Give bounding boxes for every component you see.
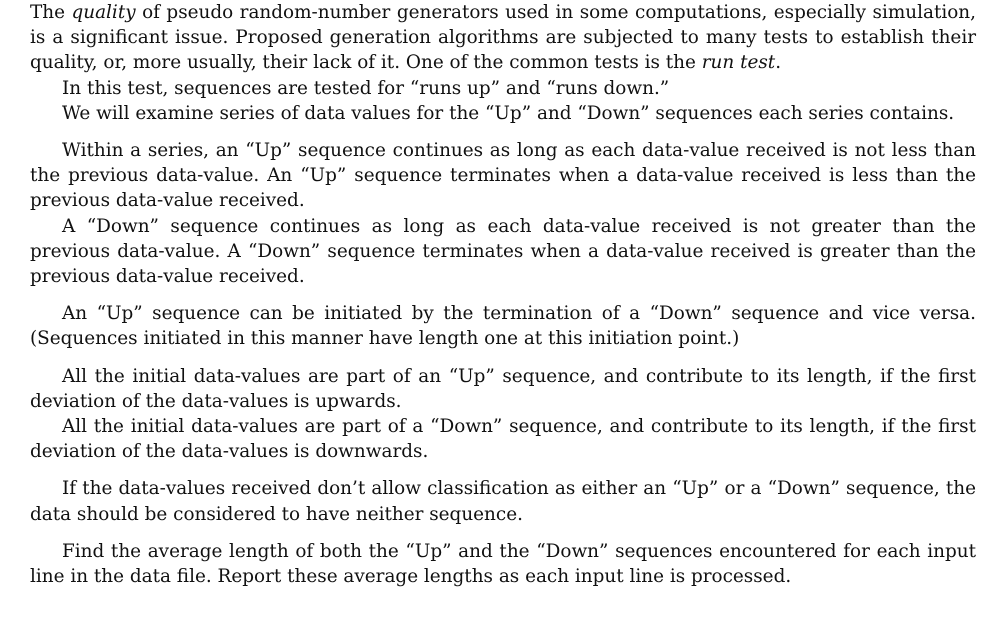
paragraph-initiation: An “Up” sequence can be initiated by the termination of a “Down” sequence and vice versa. (Sequences initiated in this manner have length one at this initiation point.) <box>30 303 976 350</box>
paragraph-neither: If the data-values received don’t allow classification as either an “Up” or a “Down” sequence, the data should be considered to have neither sequence. <box>30 478 976 525</box>
paragraph-down-sequence: A “Down” sequence continues as long as each data-value received is not greater than the previous data-value. A “Down” sequence terminates when a data-value received is greater than the previous data-value received. <box>30 215 976 288</box>
paragraph-task: Find the average length of both the “Up” and the “Down” sequences encountered for each input line in the data file. Report these average lengths as each input line is processed. <box>30 540 976 588</box>
emphasis-quality: quality <box>71 2 136 23</box>
paragraph-initial-down: All the initial data-values are part of a “Down” sequence, and contribute to its length, if the first deviation of the data-values is downwards. <box>30 416 976 463</box>
paragraph-initial-up: All the initial data-values are part of an “Up” sequence, and contribute to its length, if the first deviation of the data-values is upwards. <box>30 365 976 412</box>
intro-paragraph: The quality of pseudo random-number generators used in some computations, especially simulation, is a significant issue. Proposed generation algorithms are subjected to many tests to establish their quality, or, more usually, their lack of it. One of the common tests is the run test. <box>30 2 976 74</box>
paragraph-examine-series: We will examine series of data values for the “Up” and “Down” sequences each series contains. <box>62 102 955 124</box>
paragraph-up-sequence: Within a series, an “Up” sequence continues as long as each data-value received is not less than the previous data-value. An “Up” sequence terminates when a data-value received is less than the previous data-value received. <box>30 140 976 212</box>
paragraph-runs-test: In this test, sequences are tested for “runs up” and “runs down.” <box>62 77 670 99</box>
emphasis-run-test: run test <box>701 52 776 74</box>
